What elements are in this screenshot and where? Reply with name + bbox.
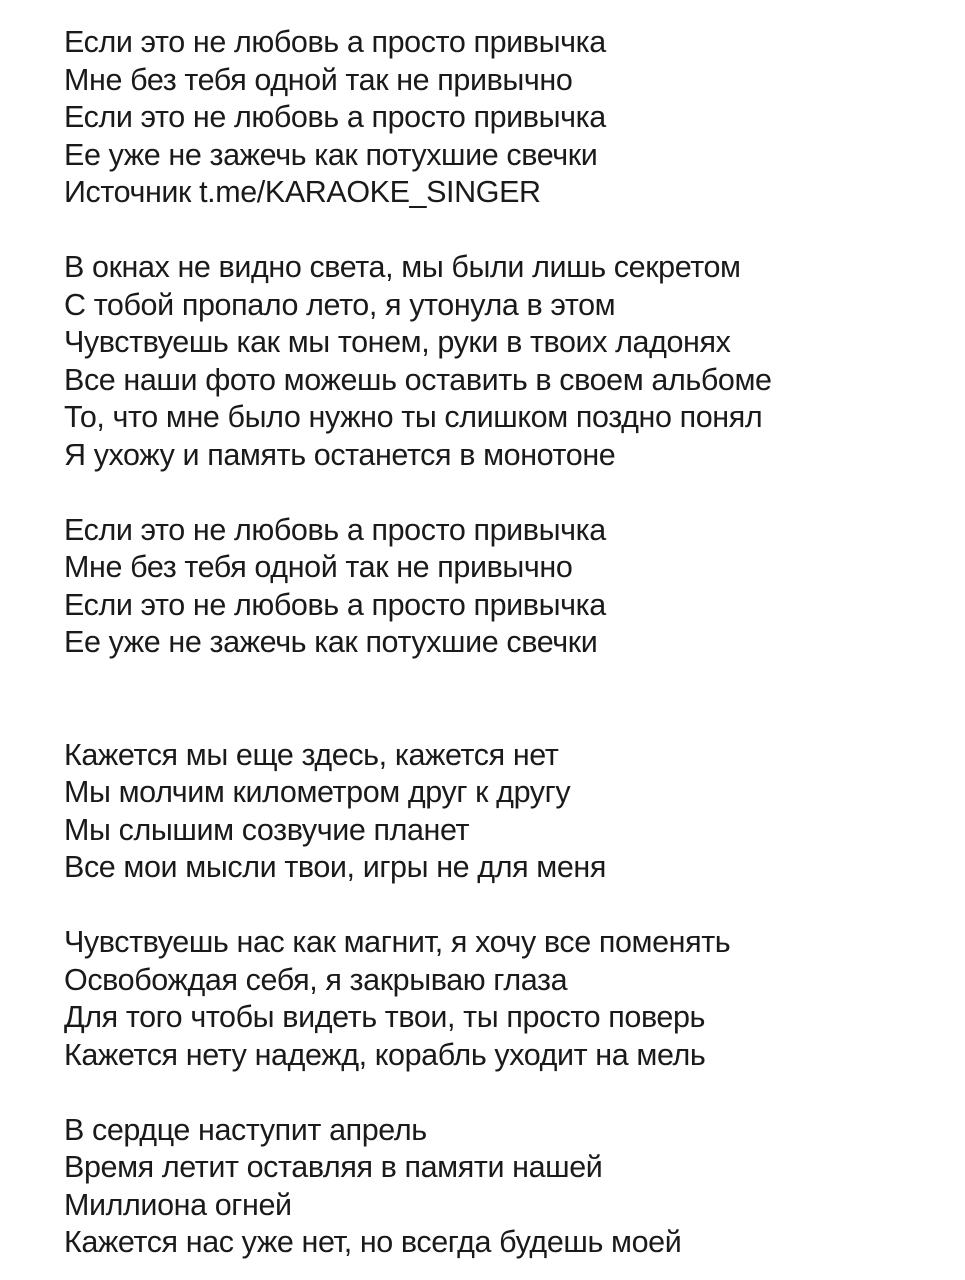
stanza-verse-4 <box>64 1112 954 1262</box>
lyric-line: Чувствуешь нас как магнит, я хочу все поменять <box>64 925 731 959</box>
stanza-verse-3 <box>64 924 954 1074</box>
lyric-line: Все мои мысли твои, игры не для меня <box>64 850 606 884</box>
lyric-line: Я ухожу и память останется в монотоне <box>64 437 616 472</box>
lyric-line: Если это не любовь а просто привычка <box>64 512 606 547</box>
lyric-line: В окнах не видно света, мы были лишь секретом <box>64 250 741 284</box>
lyric-line: Все наши фото можешь оставить в своем альбоме <box>64 362 772 397</box>
lyric-line: Мне без тебя одной так не привычно <box>64 62 573 97</box>
stanza-chorus-1 <box>64 24 954 212</box>
stanza-verse-1 <box>64 249 954 474</box>
stanza-verse-2 <box>64 737 954 887</box>
lyric-line: Для того чтобы видеть твои, ты просто поверь <box>64 1000 706 1034</box>
stanza-gap <box>64 887 954 925</box>
lyric-line: Миллиона огней <box>64 1187 292 1222</box>
stanza-gap <box>64 474 954 512</box>
lyric-line: Мне без тебя одной так не привычно <box>64 550 573 584</box>
lyrics-text <box>64 24 954 1262</box>
lyric-line: Чувствуешь как мы тонем, руки в твоих ладонях <box>64 325 731 359</box>
lyric-line: Если это не любовь а просто привычка <box>64 100 606 134</box>
lyric-line: Кажется нету надежд, корабль уходит на мель <box>64 1037 706 1072</box>
lyric-line: Если это не любовь а просто привычка <box>64 587 606 622</box>
stanza-gap <box>64 1074 954 1112</box>
stanza-chorus-2 <box>64 512 954 662</box>
lyric-line: Ее уже не зажечь как потухшие свечки <box>64 625 598 659</box>
stanza-gap <box>64 212 954 250</box>
lyric-line: То, что мне было нужно ты слишком поздно понял <box>64 400 763 434</box>
lyric-line: С тобой пропало лето, я утонула в этом <box>64 287 616 322</box>
lyric-line: Кажется мы еще здесь, кажется нет <box>64 737 559 772</box>
stanza-gap <box>64 662 954 737</box>
lyric-line: Мы слышим созвучие планет <box>64 812 470 847</box>
lyric-line: Освобождая себя, я закрываю глаза <box>64 962 568 997</box>
lyric-line: Время летит оставляя в памяти нашей <box>64 1150 603 1184</box>
lyric-line: Мы молчим километром друг к другу <box>64 775 571 809</box>
lyric-line: Кажется нас уже нет, но всегда будешь моей <box>64 1225 682 1259</box>
lyric-line: В сердце наступит апрель <box>64 1112 427 1147</box>
source-line: Источник t.me/KARAOKE_SINGER <box>64 175 541 209</box>
lyric-line: Если это не любовь а просто привычка <box>64 25 606 59</box>
lyric-line: Ее уже не зажечь как потухшие свечки <box>64 137 598 172</box>
